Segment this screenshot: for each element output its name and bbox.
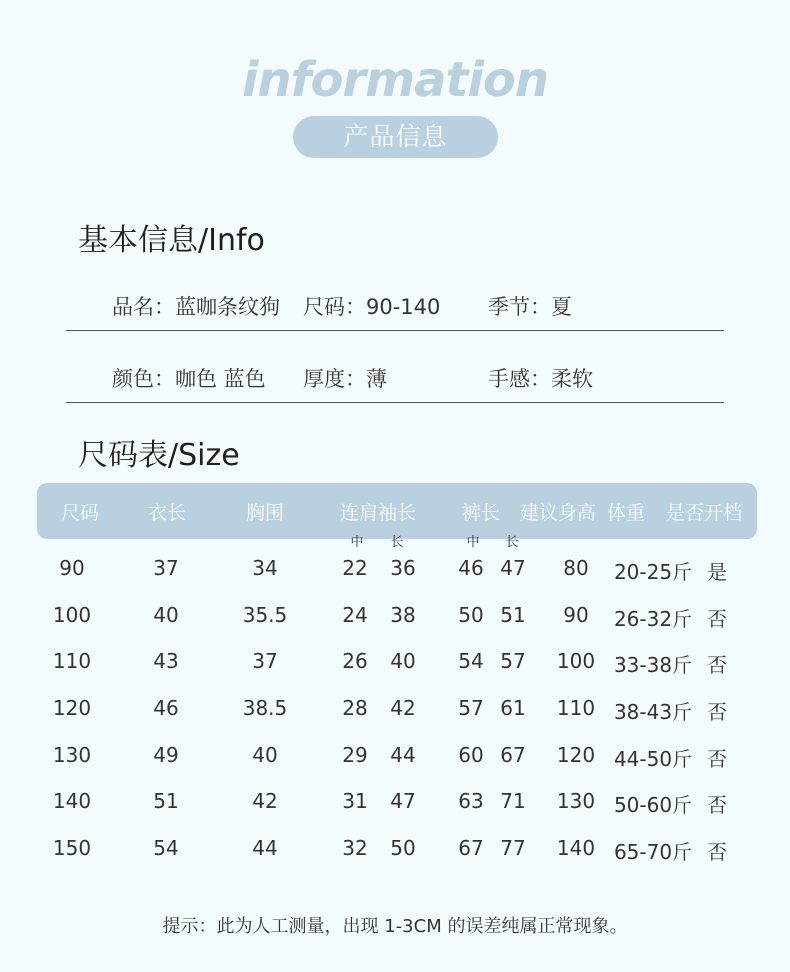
cell-size: 130 bbox=[52, 743, 92, 767]
cell-length: 49 bbox=[153, 743, 179, 767]
cell-weight: 65-70斤 bbox=[613, 840, 693, 864]
header-sleeve: 连肩袖长 bbox=[339, 502, 417, 524]
subheader-sleeve-mid: 中 bbox=[350, 535, 364, 550]
cell-sleeve-mid: 32 bbox=[342, 836, 368, 860]
cell-sleeve-long: 44 bbox=[390, 743, 416, 767]
cell-sleeve-long: 50 bbox=[390, 836, 416, 860]
table-row bbox=[0, 649, 790, 679]
cell-weight: 38-43斤 bbox=[613, 700, 693, 724]
cell-sleeve-mid: 31 bbox=[342, 789, 368, 813]
cell-chest: 42 bbox=[252, 789, 278, 813]
cell-pants-mid: 54 bbox=[458, 649, 484, 673]
cell-sleeve-mid: 22 bbox=[342, 556, 368, 580]
cell-pants-long: 51 bbox=[500, 603, 526, 627]
cell-weight: 33-38斤 bbox=[613, 653, 693, 677]
size-chart-title: 尺码表/Size bbox=[78, 438, 240, 473]
cell-sleeve-long: 38 bbox=[390, 603, 416, 627]
cell-height: 100 bbox=[556, 649, 596, 673]
cell-pants-mid: 63 bbox=[458, 789, 484, 813]
subheader-pants-mid: 中 bbox=[466, 535, 480, 550]
cell-height: 140 bbox=[556, 836, 596, 860]
table-row bbox=[0, 789, 790, 819]
header-height: 建议身高 bbox=[519, 502, 597, 524]
cell-size: 150 bbox=[52, 836, 92, 860]
cell-open-crotch: 否 bbox=[707, 607, 727, 631]
cell-size: 90 bbox=[59, 556, 85, 580]
cell-size: 140 bbox=[52, 789, 92, 813]
header-open-crotch: 是否开档 bbox=[665, 502, 743, 524]
cell-pants-mid: 60 bbox=[458, 743, 484, 767]
cell-height: 120 bbox=[556, 743, 596, 767]
header-length: 衣长 bbox=[147, 502, 187, 524]
cell-pants-mid: 67 bbox=[458, 836, 484, 860]
section-pill: 产品信息 bbox=[293, 116, 498, 158]
cell-height: 80 bbox=[563, 556, 589, 580]
table-row bbox=[0, 696, 790, 726]
cell-open-crotch: 否 bbox=[707, 653, 727, 677]
info-feel: 手感：柔软 bbox=[488, 367, 593, 391]
cell-open-crotch: 是 bbox=[707, 560, 727, 584]
info-row-2 bbox=[66, 363, 724, 403]
cell-pants-long: 47 bbox=[500, 556, 526, 580]
info-size-range: 尺码：90-140 bbox=[303, 295, 441, 319]
cell-open-crotch: 否 bbox=[707, 840, 727, 864]
cell-chest: 34 bbox=[252, 556, 278, 580]
cell-pants-long: 61 bbox=[500, 696, 526, 720]
table-row bbox=[0, 603, 790, 633]
cell-weight: 26-32斤 bbox=[613, 607, 693, 631]
cell-pants-long: 71 bbox=[500, 789, 526, 813]
cell-length: 40 bbox=[153, 603, 179, 627]
cell-sleeve-mid: 26 bbox=[342, 649, 368, 673]
header-pants: 裤长 bbox=[461, 502, 501, 524]
info-row-1 bbox=[66, 291, 724, 331]
cell-chest: 35.5 bbox=[242, 603, 288, 627]
cell-length: 46 bbox=[153, 696, 179, 720]
cell-length: 37 bbox=[153, 556, 179, 580]
cell-chest: 40 bbox=[252, 743, 278, 767]
cell-weight: 20-25斤 bbox=[613, 560, 693, 584]
cell-chest: 38.5 bbox=[242, 696, 288, 720]
cell-length: 43 bbox=[153, 649, 179, 673]
header-size: 尺码 bbox=[60, 502, 100, 524]
cell-length: 51 bbox=[153, 789, 179, 813]
cell-pants-long: 67 bbox=[500, 743, 526, 767]
cell-pants-long: 57 bbox=[500, 649, 526, 673]
cell-chest: 37 bbox=[252, 649, 278, 673]
cell-pants-mid: 50 bbox=[458, 603, 484, 627]
cell-height: 110 bbox=[556, 696, 596, 720]
cell-sleeve-long: 40 bbox=[390, 649, 416, 673]
subheader-pants-long: 长 bbox=[505, 535, 519, 550]
cell-size: 110 bbox=[52, 649, 92, 673]
table-row bbox=[0, 743, 790, 773]
cell-open-crotch: 否 bbox=[707, 747, 727, 771]
cell-sleeve-mid: 24 bbox=[342, 603, 368, 627]
cell-sleeve-long: 42 bbox=[390, 696, 416, 720]
cell-open-crotch: 否 bbox=[707, 793, 727, 817]
basic-info-title: 基本信息/Info bbox=[78, 223, 265, 258]
hero-title: information bbox=[241, 52, 549, 108]
info-color: 颜色：咖色 蓝色 bbox=[112, 367, 266, 391]
cell-pants-mid: 46 bbox=[458, 556, 484, 580]
cell-weight: 44-50斤 bbox=[613, 747, 693, 771]
cell-pants-mid: 57 bbox=[458, 696, 484, 720]
cell-sleeve-long: 47 bbox=[390, 789, 416, 813]
measurement-note: 提示：此为人工测量，出现 1-3CM 的误差纯属正常现象。 bbox=[162, 916, 628, 937]
cell-chest: 44 bbox=[252, 836, 278, 860]
cell-size: 120 bbox=[52, 696, 92, 720]
cell-size: 100 bbox=[52, 603, 92, 627]
table-row bbox=[0, 556, 790, 586]
cell-height: 90 bbox=[563, 603, 589, 627]
cell-length: 54 bbox=[153, 836, 179, 860]
header-weight: 体重 bbox=[606, 502, 646, 524]
table-row bbox=[0, 836, 790, 866]
header-chest: 胸围 bbox=[245, 502, 285, 524]
info-product-name: 品名：蓝咖条纹狗 bbox=[112, 295, 280, 319]
cell-weight: 50-60斤 bbox=[613, 793, 693, 817]
cell-sleeve-mid: 28 bbox=[342, 696, 368, 720]
cell-pants-long: 77 bbox=[500, 836, 526, 860]
cell-sleeve-mid: 29 bbox=[342, 743, 368, 767]
cell-height: 130 bbox=[556, 789, 596, 813]
info-season: 季节：夏 bbox=[488, 295, 572, 319]
cell-open-crotch: 否 bbox=[707, 700, 727, 724]
subheader-sleeve-long: 长 bbox=[390, 535, 404, 550]
info-thickness: 厚度：薄 bbox=[303, 367, 387, 391]
cell-sleeve-long: 36 bbox=[390, 556, 416, 580]
